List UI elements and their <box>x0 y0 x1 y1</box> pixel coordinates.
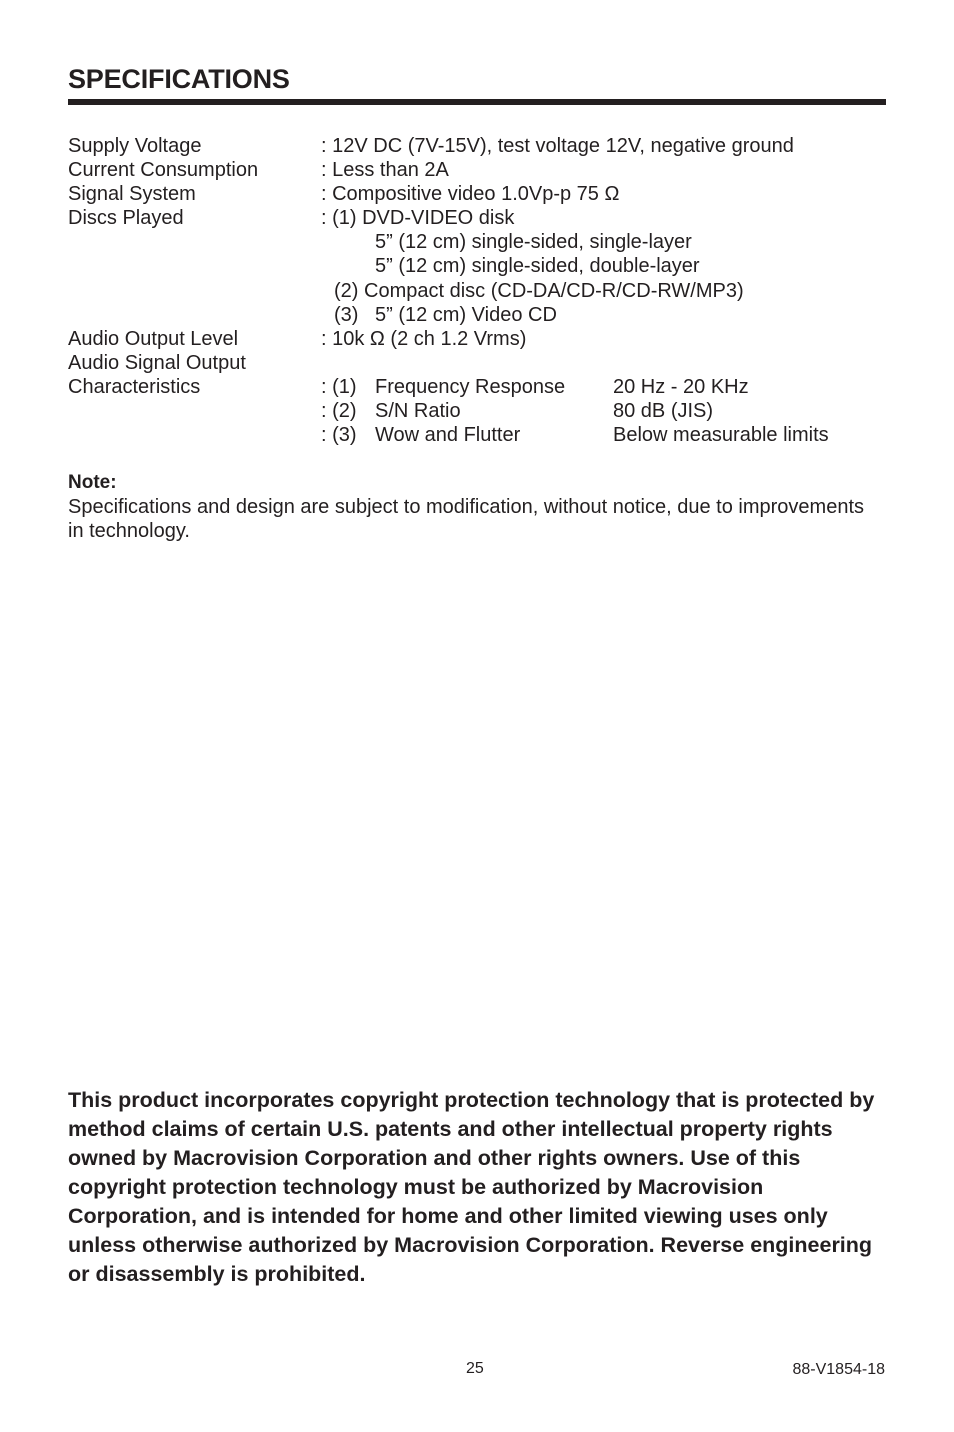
spec-label-audio-level: Audio Output Level <box>68 328 239 350</box>
spec-value-discs-5-num: (3) <box>334 304 359 326</box>
spec-label-audio-signal: Audio Signal Output <box>68 352 246 374</box>
spec-value-signal: : Compositive video 1.0Vp-p 75 Ω <box>321 183 620 205</box>
note-heading: Note: <box>68 472 117 493</box>
characteristic-value: 20 Hz - 20 KHz <box>613 376 749 398</box>
characteristic-num: : (2) <box>321 400 357 422</box>
title-rule <box>68 99 886 105</box>
spec-value-audio-level: : 10k Ω (2 ch 1.2 Vrms) <box>321 328 527 350</box>
characteristic-value: 80 dB (JIS) <box>613 400 714 422</box>
characteristic-name: S/N Ratio <box>375 400 461 422</box>
characteristic-name: Frequency Response <box>375 376 566 398</box>
spec-label-signal: Signal System <box>68 183 196 205</box>
characteristic-value: Below measurable limits <box>613 424 829 446</box>
characteristic-num: : (1) <box>321 376 357 398</box>
copyright-notice: This product incorporates copyright protection technology that is protected by method claims of certain U.S. patents and other intellectual property rights owned by Macrovision Corporation and other rights owners. Use of this copyright protection technology must be authorized by Macrovision Corporation, and is intended for home and other limited viewing uses only unless otherwise authorized by Macrovision Corporation. Reverse engineering or disassembly is prohibited. <box>68 1088 875 1286</box>
spec-label-current: Current Consumption <box>68 159 259 181</box>
characteristic-name: Wow and Flutter <box>375 424 521 446</box>
spec-label-supply-voltage: Supply Voltage <box>68 135 202 157</box>
spec-value-discs-1: : (1) DVD-VIDEO disk <box>321 207 515 229</box>
page-title: SPECIFICATIONS <box>68 64 290 94</box>
spec-label-discs: Discs Played <box>68 207 184 229</box>
page-number: 25 <box>466 1360 484 1377</box>
characteristic-num: : (3) <box>321 424 357 446</box>
spec-value-discs-2: 5” (12 cm) single-sided, single-layer <box>375 231 692 253</box>
spec-value-discs-4: (2) Compact disc (CD-DA/CD-R/CD-RW/MP3) <box>334 280 744 302</box>
document-number: 88-V1854-18 <box>792 1361 885 1378</box>
spec-value-current: : Less than 2A <box>321 159 449 181</box>
spec-value-discs-3: 5” (12 cm) single-sided, double-layer <box>375 255 700 277</box>
spec-value-discs-5-text: 5” (12 cm) Video CD <box>375 304 557 326</box>
spec-value-supply-voltage: : 12V DC (7V-15V), test voltage 12V, negative ground <box>321 135 794 157</box>
note-body: Specifications and design are subject to modification, without notice, due to improvements in technology. <box>68 496 864 542</box>
spec-label-characteristics: Characteristics <box>68 376 201 398</box>
